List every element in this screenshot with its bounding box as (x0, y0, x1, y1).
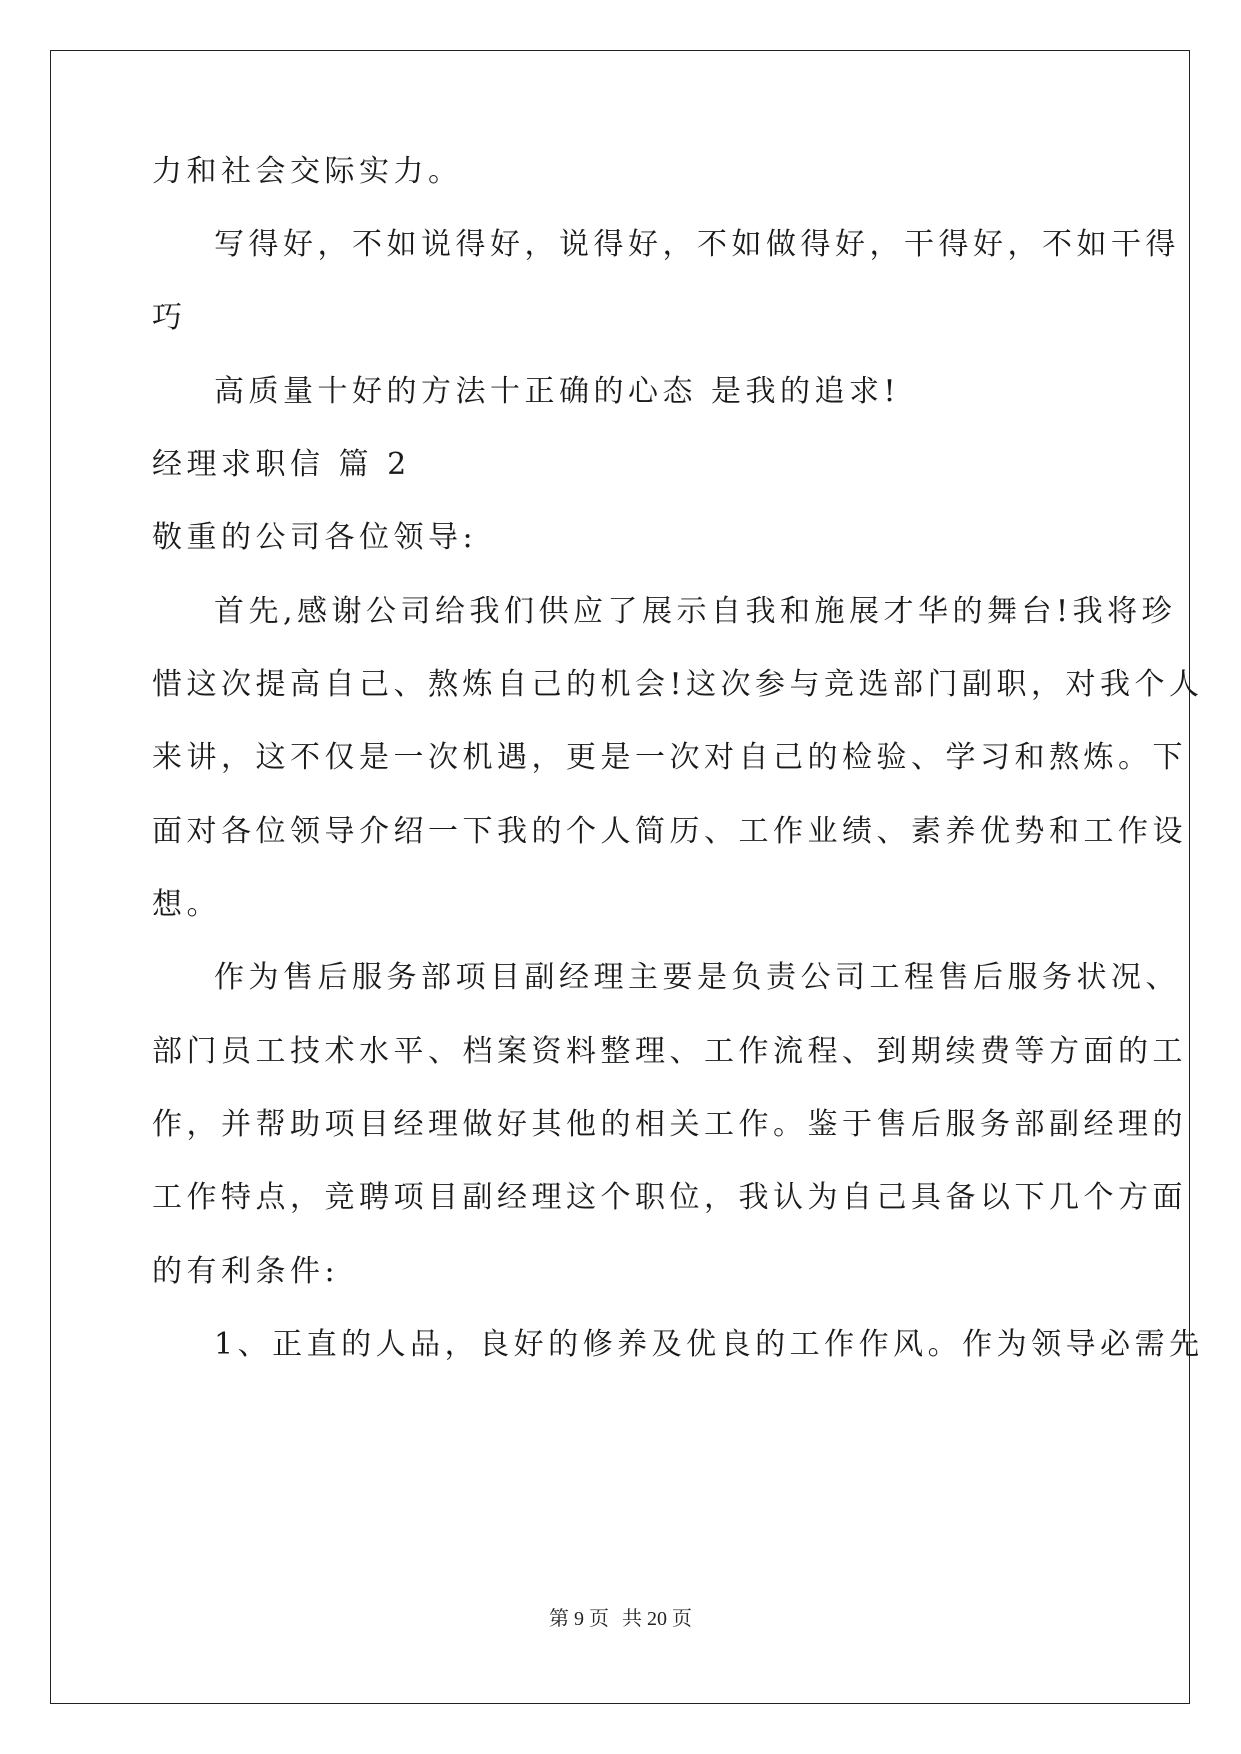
paragraph-line: 巧 (152, 300, 187, 335)
paragraph-line: 高质量十好的方法十正确的心态 是我的追求! (214, 374, 901, 409)
paragraph-line: 作为售后服务部项目副经理主要是负责公司工程售后服务状况、 (214, 960, 1180, 995)
salutation: 敬重的公司各位领导: (152, 520, 478, 555)
paragraph-line: 想。 (152, 887, 221, 922)
page-border (50, 50, 1190, 1704)
page-footer (0, 1602, 1241, 1631)
paragraph-line: 写得好，不如说得好，说得好，不如做得好，干得好，不如干得 (214, 227, 1180, 262)
paragraph-line: 惜这次提高自己、熬炼自己的机会!这次参与竞选部门副职，对我个人 (152, 667, 1204, 702)
paragraph-line: 首先,感谢公司给我们供应了展示自我和施展才华的舞台!我将珍 (214, 594, 1177, 629)
paragraph-line: 部门员工技术水平、档案资料整理、工作流程、到期续费等方面的工 (152, 1034, 1187, 1069)
paragraph-line: 面对各位领导介绍一下我的个人简历、工作业绩、素养优势和工作设 (152, 814, 1187, 849)
paragraph-line: 作，并帮助项目经理做好其他的相关工作。鉴于售后服务部副经理的 (152, 1107, 1187, 1142)
paragraph-line: 工作特点，竞聘项目副经理这个职位，我认为自己具备以下几个方面 (152, 1180, 1187, 1215)
paragraph-line: 力和社会交际实力。 (152, 154, 463, 189)
total-page-count: 共 20 页 (622, 1608, 692, 1630)
current-page-number: 第 9 页 (549, 1608, 609, 1630)
paragraph-line: 1、正直的人品，良好的修养及优良的工作作风。作为领导必需先 (214, 1327, 1204, 1362)
paragraph-line: 来讲，这不仅是一次机遇，更是一次对自己的检验、学习和熬炼。下 (152, 740, 1187, 775)
section-heading: 经理求职信 篇 2 (152, 447, 411, 482)
paragraph-line: 的有利条件: (152, 1254, 340, 1289)
